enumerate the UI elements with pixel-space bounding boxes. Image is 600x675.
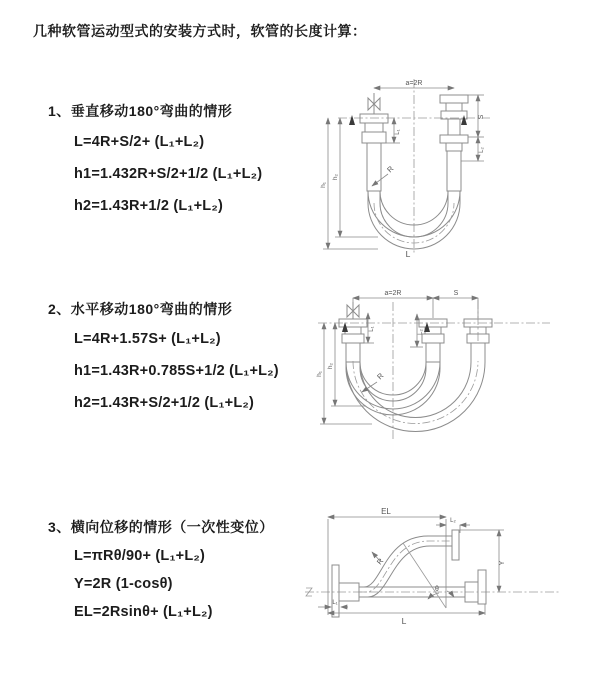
dim-label-a2r: a=2R: [405, 80, 423, 87]
dim-label-el: EL: [381, 507, 391, 516]
top-span-dimensions: [353, 290, 478, 318]
left-flange: [332, 565, 359, 617]
dim-label-h1: h₁: [320, 182, 327, 188]
radius-annotation: [372, 552, 386, 566]
section1-formula-L: L=4R+S/2+ (L₁+L₂): [74, 134, 205, 150]
diagram-vertical-180-bend: [308, 73, 588, 258]
section3-formula-Y: Y=2R (1-cosθ): [74, 576, 173, 592]
valve-icon: [347, 302, 359, 319]
upper-flange: [452, 530, 459, 560]
dim-label-h1: h₁: [316, 371, 323, 377]
l2-dimension: [436, 518, 470, 533]
section2-heading: 2、水平移动180°弯曲的情形: [48, 301, 233, 317]
dim-label-l2: L₂: [450, 518, 456, 524]
dim-label-s: S: [478, 114, 485, 120]
y-dimension: [460, 530, 506, 592]
top-span-dimension: [374, 80, 454, 88]
section3-heading: 3、横向位移的情形（一次性变位）: [48, 519, 274, 535]
section3-formula-L: L=πRθ/90+ (L₁+L₂): [74, 548, 206, 564]
dim-label-y: Y: [499, 560, 506, 566]
dim-label-h2: h₂: [332, 173, 339, 181]
section2-formula-h1: h1=1.43R+0.785S+1/2 (L₁+L₂): [74, 363, 279, 379]
section1-formula-h2: h2=1.43R+1/2 (L₁+L₂): [74, 198, 224, 214]
section1-heading: 1、垂直移动180°弯曲的情形: [48, 103, 233, 119]
section1-formula-h1: h1=1.432R+S/2+1/2 (L₁+L₂): [74, 166, 263, 182]
dim-label-r: R: [374, 556, 386, 567]
centerline: [305, 588, 560, 596]
diagram-lateral-displacement: [300, 503, 600, 650]
left-hose-fitting: [339, 319, 367, 362]
l-dimension: [328, 604, 485, 626]
dim-label-l2: L₂: [479, 147, 485, 153]
page-title: 几种软管运动型式的安装方式时，软管的长度计算：: [33, 23, 367, 39]
valve-icon: [368, 93, 380, 114]
dim-label-r: R: [375, 371, 386, 382]
dim-label-l1: L₁: [395, 129, 401, 135]
dim-label-theta: θ: [435, 586, 439, 593]
fitting-length-dimensions: [360, 313, 424, 347]
section3-formula-EL: EL=2Rsinθ+ (L₁+L₂): [74, 604, 213, 620]
dim-label-l-total: L: [401, 616, 407, 626]
height-dimensions: [320, 118, 378, 249]
left-hose-fitting: [360, 114, 388, 191]
dim-label-s: S: [453, 290, 459, 297]
stroke-dimensions-right: [461, 95, 485, 161]
hose-u-bend: [346, 360, 485, 432]
right-hose-fitting: [440, 95, 468, 191]
centerlines: [318, 300, 550, 440]
middle-hose-fitting: [419, 319, 447, 362]
dim-label-l1: L₁: [332, 600, 338, 606]
diagram-horizontal-180-bend: [310, 288, 600, 448]
section2-formula-h2: h2=1.43R+S/2+1/2 (L₁+L₂): [74, 395, 255, 411]
section2-formula-L: L=4R+1.57S+ (L₁+L₂): [74, 331, 221, 347]
dim-label-l-total: L: [405, 249, 411, 258]
dim-label-h2: h₂: [327, 362, 334, 370]
dim-label-r: R: [385, 164, 396, 175]
centerlines: [338, 79, 490, 254]
dim-label-l2: L₂: [418, 329, 424, 335]
dim-label-l1: L₁: [369, 326, 375, 332]
dim-label-a2r: a=2R: [384, 290, 402, 297]
radius-annotation: [372, 164, 396, 186]
